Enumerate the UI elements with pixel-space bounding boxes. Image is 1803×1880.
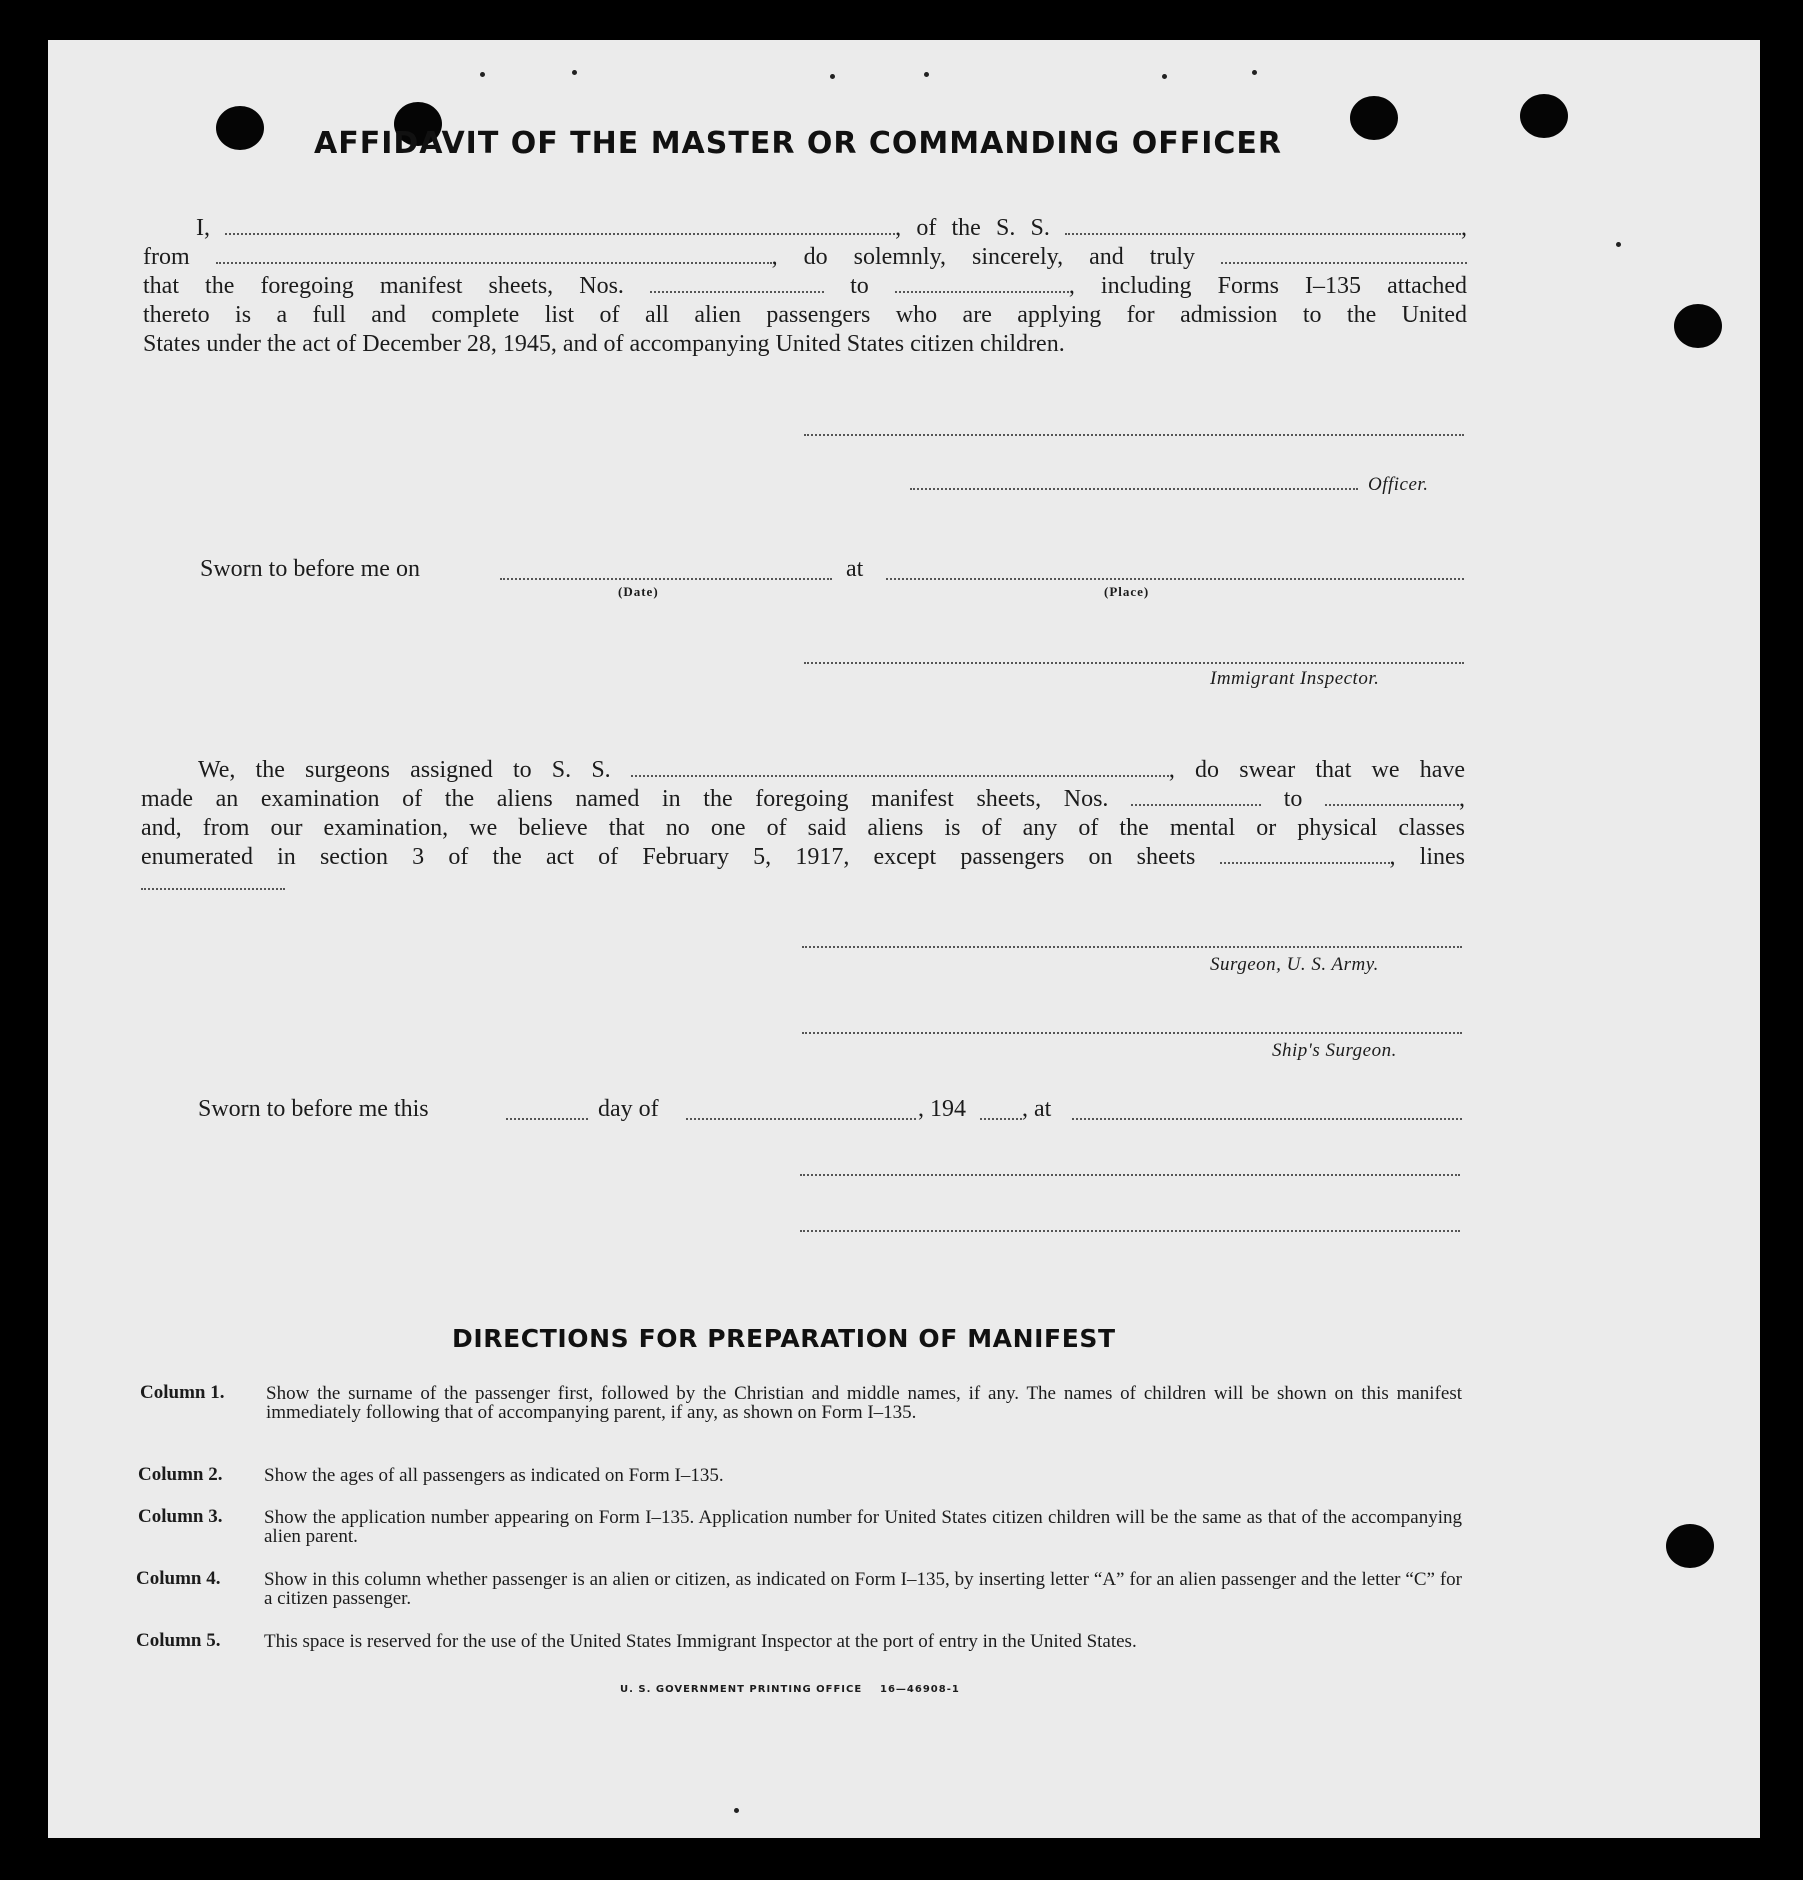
place-caption: (Place) — [1104, 584, 1150, 599]
sworn-on-label: Sworn to before me on — [200, 556, 420, 582]
swear-field[interactable] — [1221, 244, 1467, 264]
column-4-label: Column 4. — [136, 1568, 221, 1589]
affidavit-line-1: I, , of the S. S. , — [196, 215, 1468, 241]
punch-hole — [216, 106, 264, 150]
day-of-label: day of — [598, 1096, 659, 1122]
official-title-line[interactable] — [800, 1230, 1460, 1232]
sworn-this-label: Sworn to before me this — [198, 1096, 429, 1122]
inspector-signature-line[interactable] — [804, 662, 1464, 664]
column-1-label: Column 1. — [140, 1382, 225, 1403]
affidavit-line-4: thereto is a full and complete list of all alien passengers who are applying for admission to the United — [143, 302, 1467, 328]
except-sheets-field[interactable] — [1220, 844, 1390, 864]
sworn-place-field[interactable] — [886, 578, 1464, 580]
official-signature-line[interactable] — [800, 1174, 1460, 1176]
officer-title-line[interactable] — [910, 488, 1358, 490]
port-from-field[interactable] — [216, 244, 772, 264]
affidavit-swear-label: , do solemnly, sincerely, and truly — [771, 244, 1196, 270]
directions-title: DIRECTIONS FOR PREPARATION OF MANIFEST — [452, 1324, 1116, 1353]
army-surgeon-label: Surgeon, U. S. Army. — [1210, 954, 1379, 975]
speck — [924, 72, 929, 77]
column-2-text: Show the ages of all passengers as indicated on Form I–135. — [264, 1465, 724, 1486]
punch-hole — [1666, 1524, 1714, 1568]
affidavit-i-label: I, — [196, 215, 210, 241]
sworn-month-field[interactable] — [686, 1118, 916, 1120]
sworn-at-label: at — [846, 556, 864, 582]
affidavit-line-2 — [143, 243, 1467, 272]
punch-hole — [1674, 304, 1722, 348]
surgeon-ship-field[interactable] — [631, 757, 1169, 777]
column-2-label: Column 2. — [138, 1464, 223, 1485]
surgeons-line-2: made an examination of the aliens named in the foregoing manifest sheets, Nos. to , — [141, 786, 1466, 812]
officer-label: Officer. — [1368, 474, 1429, 495]
speck — [830, 74, 835, 79]
form-number: 16—46908-1 — [880, 1684, 960, 1695]
date-caption: (Date) — [618, 584, 659, 599]
sworn-date-field[interactable] — [500, 578, 832, 580]
speck — [1162, 74, 1167, 79]
speck — [572, 70, 577, 75]
punch-hole — [1520, 94, 1568, 138]
except-lines-field[interactable] — [141, 888, 285, 890]
affidavit-from-label: from — [143, 244, 190, 270]
affidavit-title: AFFIDAVIT OF THE MASTER OR COMMANDING OFFICER — [314, 126, 1282, 161]
officer-name-field[interactable] — [225, 215, 895, 235]
sworn-at-label-2: , at — [1022, 1096, 1052, 1122]
punch-hole — [1350, 96, 1398, 140]
exam-sheets-from-field[interactable] — [1131, 786, 1261, 806]
sworn-day-field[interactable] — [506, 1118, 588, 1120]
year-label: , 194 — [918, 1096, 966, 1122]
column-4-text: Show in this column whether passenger is an alien or citizen, as indicated on Form I–135, by inserting letter “A” for an alien passenger and the letter “C” for a citizen passenger. — [264, 1569, 1462, 1609]
speck — [480, 72, 485, 77]
speck — [1616, 242, 1621, 247]
printer-imprint: U. S. GOVERNMENT PRINTING OFFICE — [620, 1684, 863, 1695]
column-1-text: Show the surname of the passenger first, followed by the Christian and middle names, if any. The names of children will be shown on this manifest immediately following that of accompanying parent, if any, as shown on Form I–135. — [266, 1383, 1462, 1423]
column-3-label: Column 3. — [138, 1506, 223, 1527]
ship-surgeon-label: Ship's Surgeon. — [1272, 1040, 1397, 1061]
inspector-label: Immigrant Inspector. — [1210, 668, 1380, 689]
surgeons-line-4: enumerated in section 3 of the act of February 5, 1917, except passengers on sheets , lines — [141, 844, 1466, 870]
affidavit-line-3: that the foregoing manifest sheets, Nos. to , including Forms I–135 attached — [143, 273, 1468, 299]
affidavit-line-5: States under the act of December 28, 1945, and of accompanying United States citizen children. — [143, 331, 1065, 357]
exam-sheets-to-field[interactable] — [1325, 786, 1459, 806]
sworn-place-field-2[interactable] — [1072, 1118, 1462, 1120]
surgeons-line-3: and, from our examination, we believe that no one of said aliens is of any of the mental or physical classes — [141, 815, 1465, 841]
speck — [1252, 70, 1257, 75]
column-5-text: This space is reserved for the use of the United States Immigrant Inspector at the port of entry in the United States. — [264, 1631, 1137, 1652]
column-5-label: Column 5. — [136, 1630, 221, 1651]
column-3-text: Show the application number appearing on Form I–135. Application number for United States citizen children will be the same as that of the accompanying alien parent. — [264, 1507, 1462, 1547]
officer-signature-line[interactable] — [804, 434, 1464, 436]
army-surgeon-signature-line[interactable] — [802, 946, 1462, 948]
ship-surgeon-signature-line[interactable] — [802, 1032, 1462, 1034]
affidavit-ship-label: , of the S. S. — [895, 215, 1050, 241]
ship-name-field[interactable] — [1065, 215, 1461, 235]
sworn-year-field[interactable] — [980, 1118, 1022, 1120]
sheets-to-field[interactable] — [895, 273, 1069, 293]
speck — [734, 1808, 739, 1813]
surgeons-line-1: We, the surgeons assigned to S. S. , do swear that we have — [198, 757, 1466, 783]
sheets-from-field[interactable] — [650, 273, 824, 293]
